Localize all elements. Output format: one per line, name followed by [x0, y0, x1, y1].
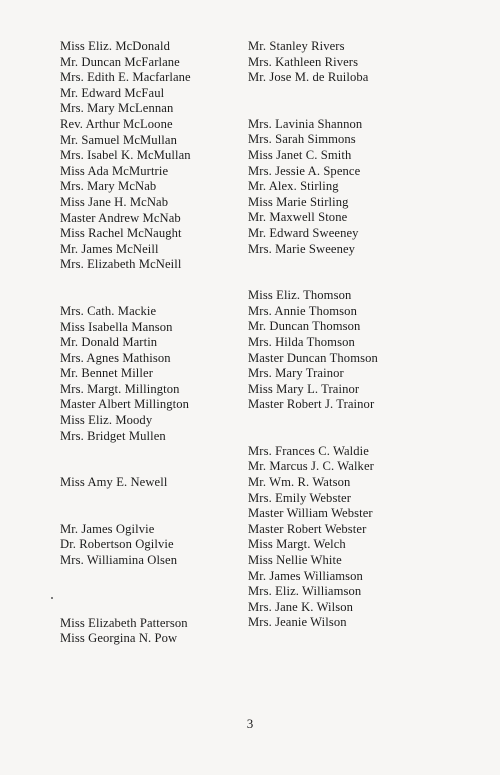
passenger-name: Mrs. Mary McLennan — [60, 101, 174, 116]
passenger-name: Mr. Duncan Thomson — [248, 319, 361, 334]
passenger-list-left-column — [60, 39, 245, 647]
passenger-name: Mrs. Annie Thomson — [248, 303, 357, 318]
passenger-name: Mrs. Frances C. Waldie — [248, 443, 369, 458]
passenger-name: Miss Eliz. Thomson — [248, 288, 352, 303]
paper-speck — [51, 597, 53, 599]
passenger-name: Miss Marie Stirling — [248, 194, 349, 209]
passenger-name: Miss Georgina N. Pow — [60, 631, 178, 646]
group-separator — [248, 86, 448, 117]
passenger-name: Mr. Stanley Rivers — [248, 39, 345, 53]
passenger-name: Mr. Edward Sweeney — [248, 225, 359, 240]
passenger-name: Mr. Wm. R. Watson — [248, 475, 351, 490]
passenger-name: Mr. James Ogilvie — [60, 521, 155, 536]
passenger-name: Mrs. Hilda Thomson — [248, 334, 355, 349]
passenger-name: Mr. Duncan McFarlane — [60, 54, 180, 69]
passenger-name: Master Duncan Thomson — [248, 350, 378, 365]
passenger-name: Miss Elizabeth Patterson — [60, 615, 188, 630]
passenger-name: Miss Isabella Manson — [60, 319, 173, 334]
name-group — [60, 616, 245, 647]
passenger-name: Miss Nellie White — [248, 553, 342, 568]
passenger-name: Master Andrew McNab — [60, 210, 181, 225]
name-group — [60, 522, 245, 569]
passenger-name: Mrs. Lavinia Shannon — [248, 116, 363, 131]
passenger-name: Mrs. Edith E. Macfarlane — [60, 70, 191, 85]
passenger-name: Mrs. Agnes Mathison — [60, 350, 171, 365]
passenger-name: Miss Margt. Welch — [248, 537, 346, 552]
passenger-list-right-column — [248, 39, 448, 631]
passenger-name: Mrs. Kathleen Rivers — [248, 54, 359, 69]
passenger-name: Miss Ada McMurtrie — [60, 163, 169, 178]
passenger-name: Mrs. Sarah Simmons — [248, 132, 356, 147]
passenger-name: Mrs. Bridget Mullen — [60, 428, 166, 443]
name-group — [60, 39, 245, 273]
passenger-name: Master Robert Webster — [248, 521, 367, 536]
passenger-name: Mr. Marcus J. C. Walker — [248, 459, 374, 474]
passenger-name: Miss Mary L. Trainor — [248, 381, 360, 396]
passenger-name: Mr. James McNeill — [60, 241, 159, 256]
passenger-name: Mrs. Jessie A. Spence — [248, 163, 361, 178]
passenger-name: Mrs. Mary Trainor — [248, 366, 344, 381]
passenger-name: Mrs. Marie Sweeney — [248, 241, 356, 256]
passenger-name: Miss Eliz. Moody — [60, 413, 153, 428]
passenger-name: Master William Webster — [248, 506, 373, 521]
passenger-name: Miss Janet C. Smith — [248, 147, 352, 162]
passenger-name: Mr. Donald Martin — [60, 335, 158, 350]
passenger-name: Mr. Samuel McMullan — [60, 132, 177, 147]
passenger-name: Mr. Bennet Miller — [60, 366, 153, 381]
passenger-name: Mr. Alex. Stirling — [248, 179, 339, 194]
passenger-name: Miss Amy E. Newell — [60, 475, 168, 490]
passenger-name: Mr. Jose M. de Ruiloba — [248, 70, 369, 85]
passenger-name: Miss Rachel McNaught — [60, 226, 182, 241]
passenger-name: Mrs. Mary McNab — [60, 179, 157, 194]
group-separator — [248, 257, 448, 288]
passenger-name: Mrs. Williamina Olsen — [60, 553, 178, 568]
group-separator — [60, 273, 245, 304]
name-group — [248, 444, 448, 631]
name-group — [248, 117, 448, 257]
passenger-name: Mrs. Emily Webster — [248, 490, 352, 505]
passenger-name: Mrs. Elizabeth McNeill — [60, 257, 182, 272]
passenger-name: Master Robert J. Trainor — [248, 397, 375, 412]
passenger-name: Master Albert Millington — [60, 397, 190, 412]
passenger-name: Mrs. Eliz. Williamson — [248, 584, 362, 599]
group-separator — [248, 413, 448, 444]
group-separator — [60, 444, 245, 475]
passenger-name: Mrs. Jeanie Wilson — [248, 615, 347, 630]
passenger-name: Miss Eliz. McDonald — [60, 39, 170, 53]
passenger-name: Mrs. Jane K. Wilson — [248, 599, 354, 614]
name-group — [60, 304, 245, 444]
passenger-name: Mrs. Isabel K. McMullan — [60, 148, 191, 163]
passenger-name: Mr. Maxwell Stone — [248, 210, 348, 225]
passenger-name: Miss Jane H. McNab — [60, 194, 169, 209]
passenger-name: Mr. James Williamson — [248, 568, 363, 583]
page-number: 3 — [246, 716, 254, 731]
passenger-name: Dr. Robertson Ogilvie — [60, 537, 174, 552]
passenger-name: Mr. Edward McFaul — [60, 85, 165, 100]
passenger-name: Mrs. Cath. Mackie — [60, 303, 157, 318]
name-group — [60, 475, 245, 491]
name-group — [248, 288, 448, 413]
passenger-name: Mrs. Margt. Millington — [60, 381, 180, 396]
group-separator — [60, 569, 245, 616]
passenger-name: Rev. Arthur McLoone — [60, 116, 173, 131]
group-separator — [60, 491, 245, 522]
name-group — [248, 39, 448, 86]
